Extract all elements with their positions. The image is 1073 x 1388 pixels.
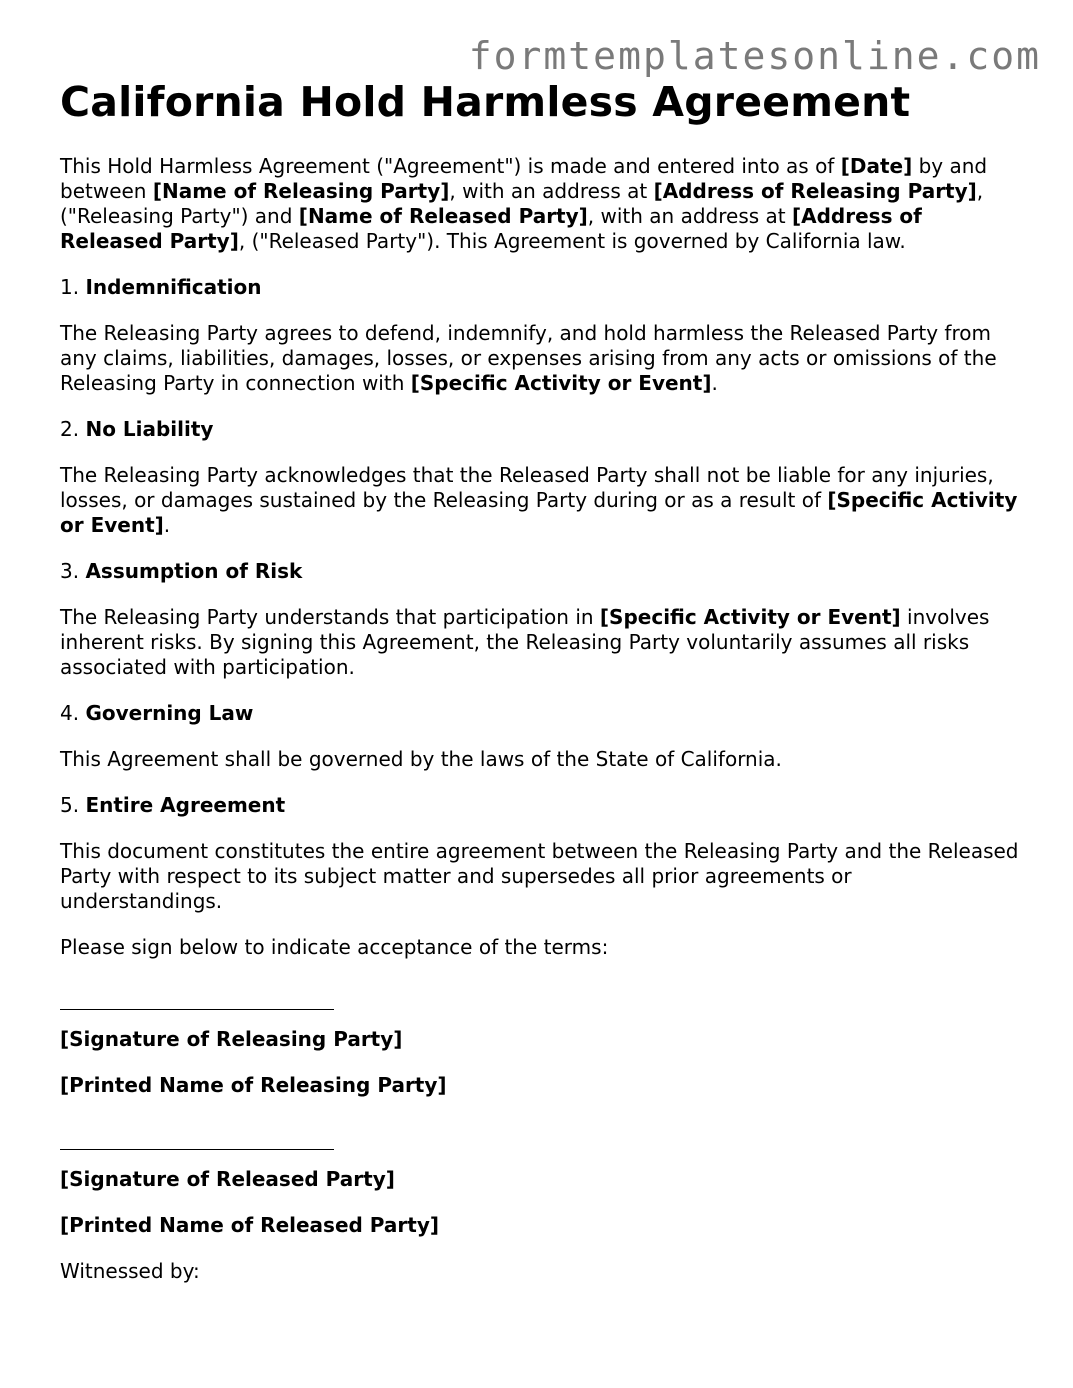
section-body-no-liability: The Releasing Party acknowledges that the Released Party shall not be liable for any injuries, losses, or damages sustained by the Releasing Party during or as a result of [Specific Activity or Event]. <box>60 463 1018 537</box>
document-page <box>60 76 1020 1284</box>
section-heading-entire-agreement: 5. Entire Agreement <box>60 793 286 817</box>
released-party-signature-line <box>60 1149 334 1150</box>
sign-prompt: Please sign below to indicate acceptance of the terms: <box>60 935 609 959</box>
section-heading-assumption-of-risk: 3. Assumption of Risk <box>60 559 303 583</box>
witness-label: Witnessed by: <box>60 1259 200 1283</box>
section-body-indemnification: The Releasing Party agrees to defend, indemnify, and hold harmless the Released Party from any claims, liabilities, damages, losses, or expenses arising from any acts or omissions of the Releasing Party in connection with [Specific Activity or Event]. <box>60 321 997 395</box>
releasing-party-name-placeholder: [Name of Releasing Party] <box>152 179 450 203</box>
section-body-governing-law: This Agreement shall be governed by the laws of the State of California. <box>60 747 782 771</box>
released-party-signature-label: [Signature of Released Party] <box>60 1167 395 1191</box>
activity-placeholder: [Specific Activity or Event] <box>599 605 901 629</box>
releasing-party-printed-name-label: [Printed Name of Releasing Party] <box>60 1073 447 1097</box>
releasing-party-signature-label: [Signature of Releasing Party] <box>60 1027 403 1051</box>
releasing-party-signature-line <box>60 1009 334 1010</box>
activity-placeholder: [Specific Activity or Event] <box>410 371 712 395</box>
section-heading-governing-law: 4. Governing Law <box>60 701 254 725</box>
released-party-address-placeholder: [Address of Released Party] <box>60 204 922 253</box>
intro-paragraph: This Hold Harmless Agreement ("Agreement") is made and entered into as of [Date] by and between [Name of Releasing Party], with an address at [Address of Releasing Party], ("Releasing Party") and [Name of Released Party], with an address at [Address of Released Party], ("Released Party"). This Agreement is governed by California law. <box>60 154 988 253</box>
watermark: formtemplatesonline.com <box>468 34 1041 78</box>
section-heading-indemnification: 1. Indemnification <box>60 275 262 299</box>
section-body-entire-agreement: This document constitutes the entire agreement between the Releasing Party and the Released Party with respect to its subject matter and supersedes all prior agreements or understandings. <box>60 839 1019 913</box>
date-placeholder: [Date] <box>840 154 913 178</box>
section-heading-no-liability: 2. No Liability <box>60 417 214 441</box>
document-title: California Hold Harmless Agreement <box>60 78 911 126</box>
section-body-assumption-of-risk: The Releasing Party understands that participation in [Specific Activity or Event] involves inherent risks. By signing this Agreement, the Releasing Party voluntarily assumes all risks associated with participation. <box>60 605 990 679</box>
released-party-printed-name-label: [Printed Name of Released Party] <box>60 1213 440 1237</box>
releasing-party-address-placeholder: [Address of Releasing Party] <box>653 179 977 203</box>
activity-placeholder: [Specific Activity or Event] <box>60 488 1018 537</box>
released-party-name-placeholder: [Name of Released Party] <box>298 204 588 228</box>
